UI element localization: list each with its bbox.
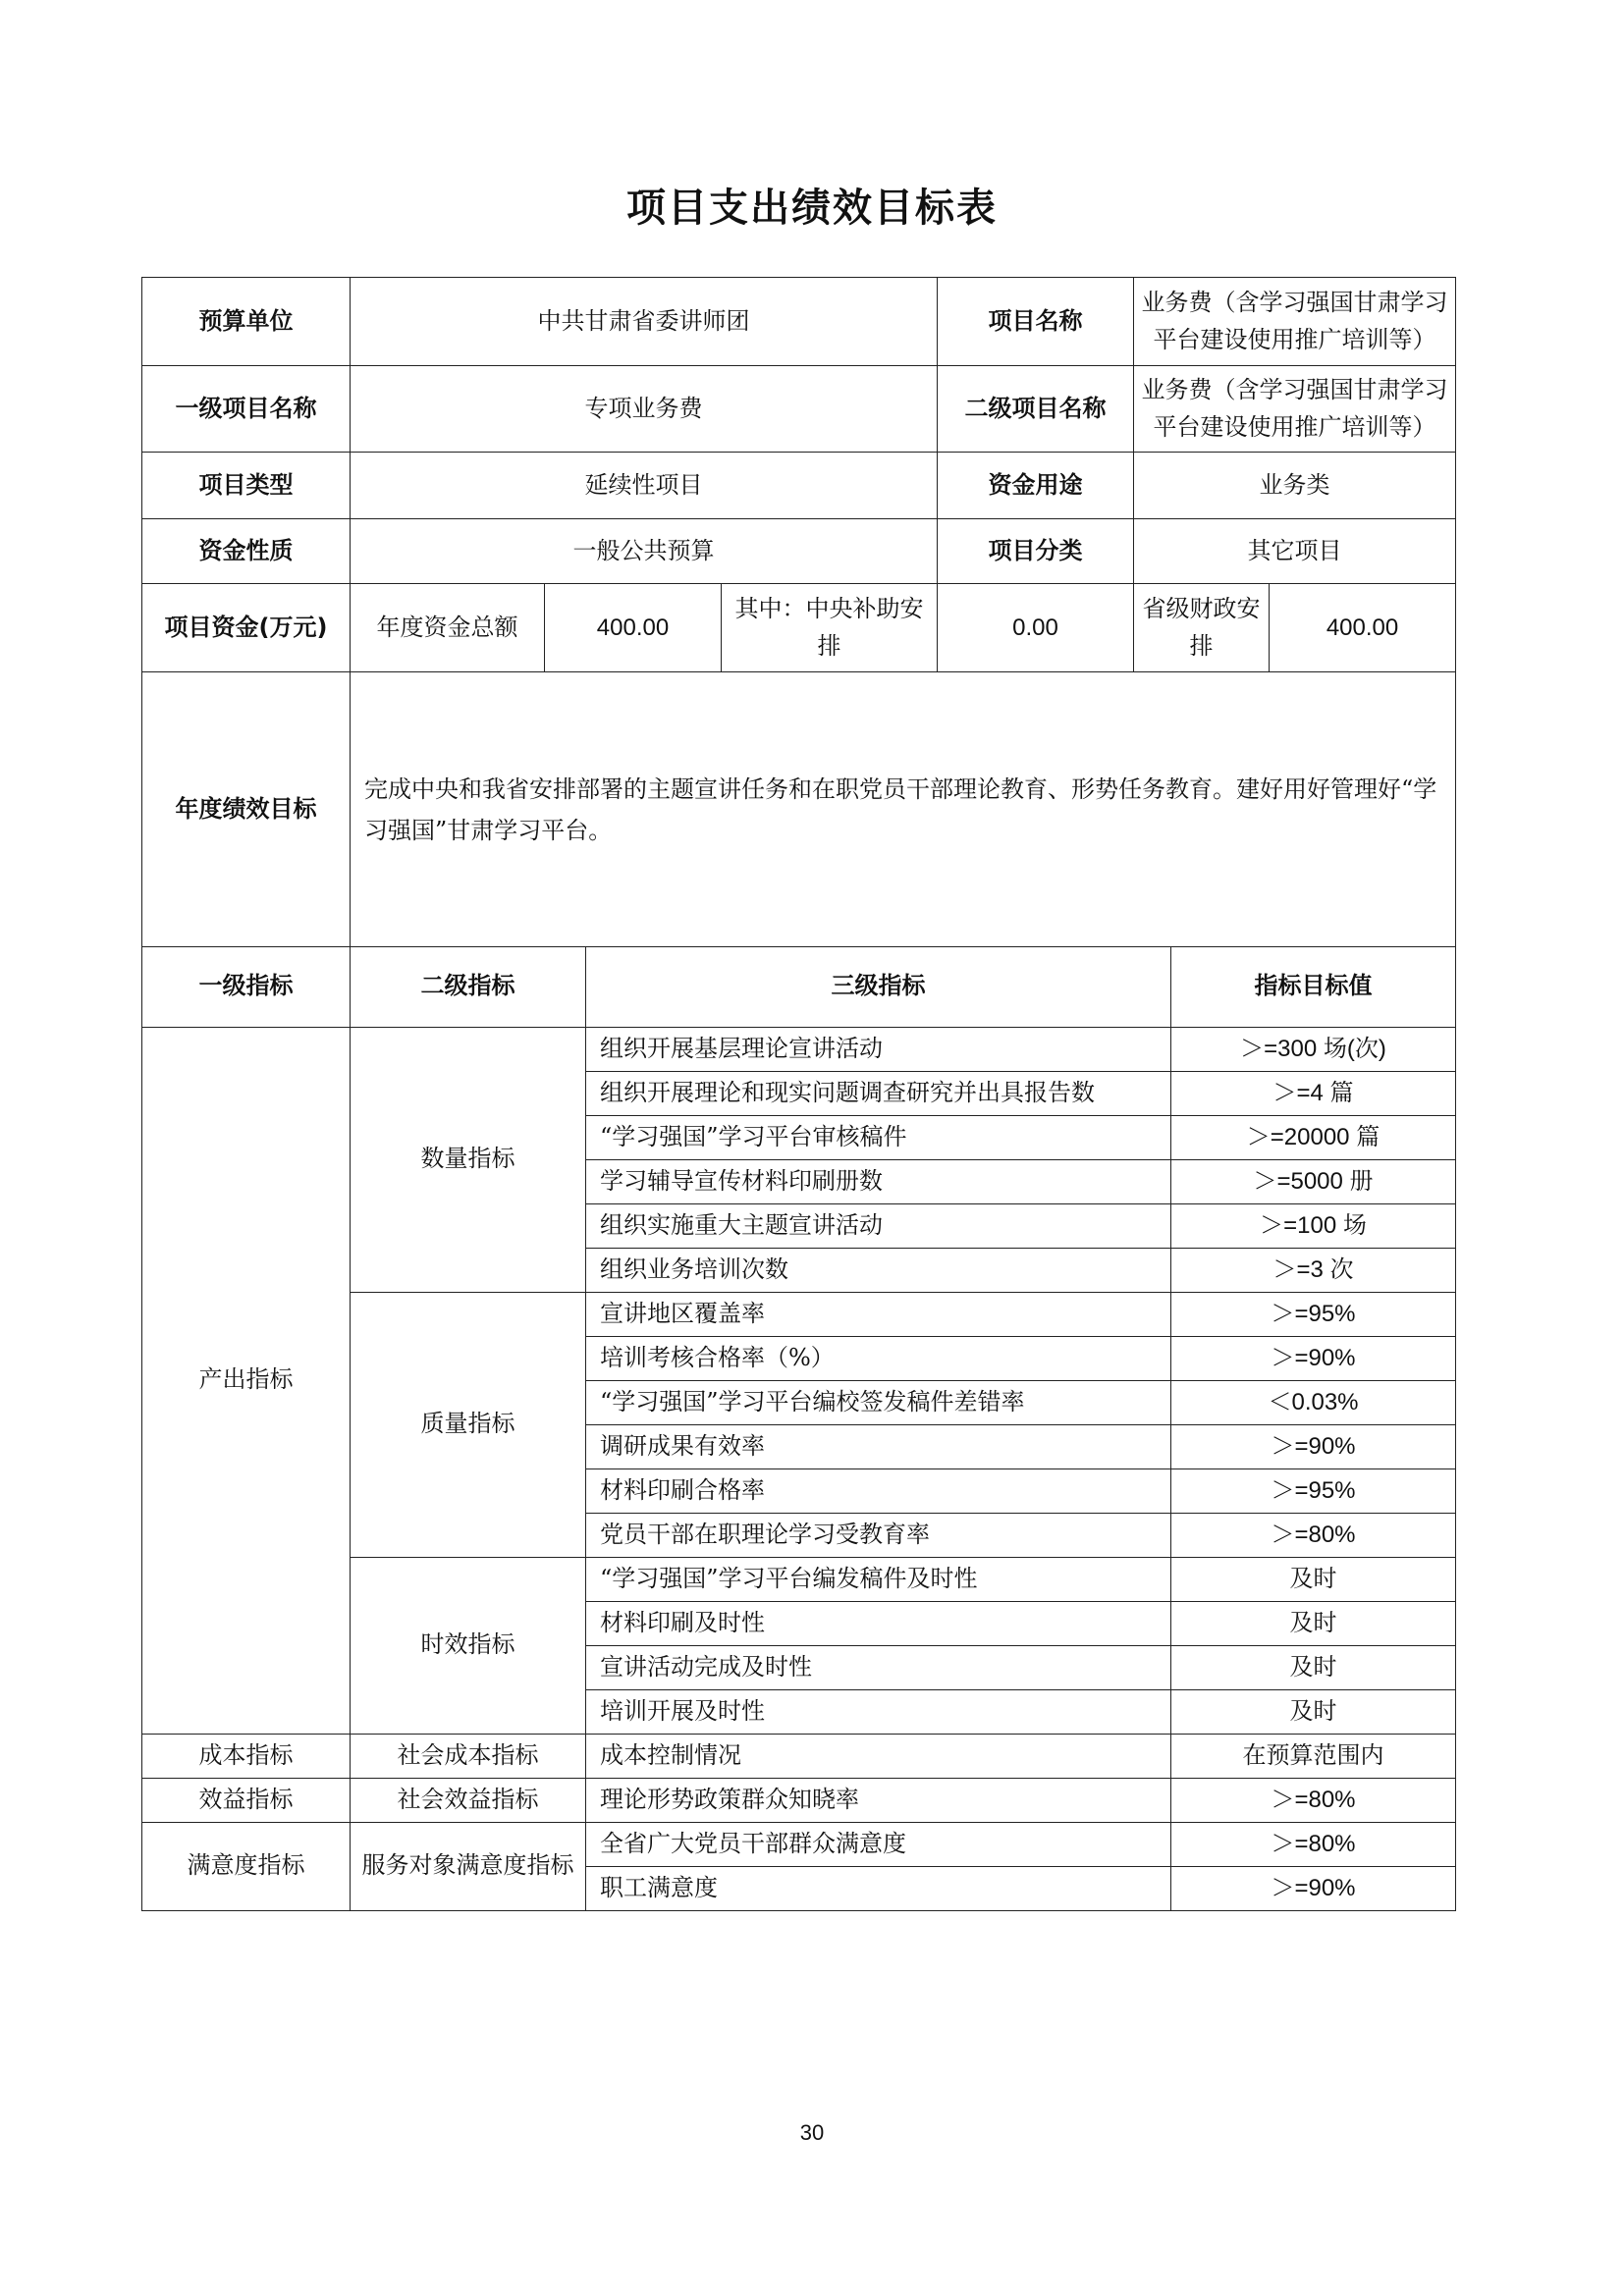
nature-label: 资金性质 — [142, 519, 351, 584]
row-type — [142, 453, 1456, 519]
provincial-label: 省级财政安排 — [1134, 584, 1270, 672]
indicator-value: 及时 — [1171, 1601, 1456, 1645]
type-value: 延续性项目 — [351, 453, 938, 519]
category-label: 项目分类 — [938, 519, 1134, 584]
indicator-name: 党员干部在职理论学习受教育率 — [586, 1513, 1171, 1557]
indicator-name: 培训考核合格率（%） — [586, 1336, 1171, 1380]
indicator-value: 在预算范围内 — [1171, 1734, 1456, 1778]
indicator-value: ＞=80% — [1171, 1822, 1456, 1866]
indicator-value: ＞=4 篇 — [1171, 1071, 1456, 1115]
indicator-value: ＞=95% — [1171, 1468, 1456, 1513]
header-level2: 二级指标 — [351, 946, 586, 1027]
project-name-value: 业务费（含学习强国甘肃学习平台建设使用推广培训等） — [1134, 278, 1456, 366]
page-number: 30 — [799, 2120, 825, 2145]
indicator-name: 宣讲活动完成及时性 — [586, 1645, 1171, 1689]
indicator-value: ＞=300 场(次) — [1171, 1027, 1456, 1071]
budget-unit-label: 预算单位 — [142, 278, 351, 366]
cost-sub-label: 社会成本指标 — [351, 1734, 586, 1778]
level2-name-value: 业务费（含学习强国甘肃学习平台建设使用推广培训等） — [1134, 366, 1456, 453]
category-value: 其它项目 — [1134, 519, 1456, 584]
table-row — [142, 1778, 1456, 1822]
indicator-value: 及时 — [1171, 1557, 1456, 1601]
satisfaction-indicator-label: 满意度指标 — [142, 1822, 351, 1910]
quality-indicator-label: 质量指标 — [351, 1292, 586, 1557]
row-nature — [142, 519, 1456, 584]
indicator-name: 材料印刷合格率 — [586, 1468, 1171, 1513]
level2-name-label: 二级项目名称 — [938, 366, 1134, 453]
central-value: 0.00 — [938, 584, 1134, 672]
indicator-table — [141, 946, 1456, 1911]
table-row — [142, 1734, 1456, 1778]
indicator-value: ＞=80% — [1171, 1778, 1456, 1822]
quantity-indicator-label: 数量指标 — [351, 1027, 586, 1292]
goal-label: 年度绩效目标 — [142, 672, 351, 947]
indicator-name: 宣讲地区覆盖率 — [586, 1292, 1171, 1336]
indicator-name: 学习辅导宣传材料印刷册数 — [586, 1159, 1171, 1203]
usage-value: 业务类 — [1134, 453, 1456, 519]
indicator-value: ＞=100 场 — [1171, 1203, 1456, 1248]
indicator-name: 全省广大党员干部群众满意度 — [586, 1822, 1171, 1866]
annual-total-label: 年度资金总额 — [351, 584, 545, 672]
indicator-value: ＞=95% — [1171, 1292, 1456, 1336]
project-name-label: 项目名称 — [938, 278, 1134, 366]
budget-unit-value: 中共甘肃省委讲师团 — [351, 278, 938, 366]
row-level1-name — [142, 366, 1456, 453]
table-row — [142, 1822, 1456, 1866]
indicator-name: 组织业务培训次数 — [586, 1248, 1171, 1292]
indicator-name: “学习强国”学习平台审核稿件 — [586, 1115, 1171, 1159]
indicator-value: 及时 — [1171, 1645, 1456, 1689]
header-target: 指标目标值 — [1171, 946, 1456, 1027]
indicator-name: 培训开展及时性 — [586, 1689, 1171, 1734]
level1-name-value: 专项业务费 — [351, 366, 938, 453]
indicator-name: 调研成果有效率 — [586, 1424, 1171, 1468]
indicator-header-row — [142, 946, 1456, 1027]
indicator-name: 组织开展理论和现实问题调查研究并出具报告数 — [586, 1071, 1171, 1115]
header-level3: 三级指标 — [586, 946, 1171, 1027]
type-label: 项目类型 — [142, 453, 351, 519]
indicator-name: 材料印刷及时性 — [586, 1601, 1171, 1645]
project-info-table — [141, 277, 1456, 947]
indicator-name: 组织实施重大主题宣讲活动 — [586, 1203, 1171, 1248]
annual-total-value: 400.00 — [545, 584, 722, 672]
indicator-value: ＞=80% — [1171, 1513, 1456, 1557]
indicator-name: 成本控制情况 — [586, 1734, 1171, 1778]
indicator-name: 组织开展基层理论宣讲活动 — [586, 1027, 1171, 1071]
page-title: 项目支出绩效目标表 — [626, 186, 998, 231]
indicator-value: ＞=90% — [1171, 1424, 1456, 1468]
row-budget-unit — [142, 278, 1456, 366]
indicator-value: ＞=20000 篇 — [1171, 1115, 1456, 1159]
nature-value: 一般公共预算 — [351, 519, 938, 584]
header-level1: 一级指标 — [142, 946, 351, 1027]
row-funds — [142, 584, 1456, 672]
usage-label: 资金用途 — [938, 453, 1134, 519]
indicator-name: “学习强国”学习平台编校签发稿件差错率 — [586, 1380, 1171, 1424]
indicator-name: 职工满意度 — [586, 1866, 1171, 1910]
indicator-name: “学习强国”学习平台编发稿件及时性 — [586, 1557, 1171, 1601]
output-indicator-label: 产出指标 — [142, 1027, 351, 1734]
indicator-value: ＞=3 次 — [1171, 1248, 1456, 1292]
row-goal — [142, 672, 1456, 947]
indicator-value: 及时 — [1171, 1689, 1456, 1734]
benefit-indicator-label: 效益指标 — [142, 1778, 351, 1822]
timeliness-indicator-label: 时效指标 — [351, 1557, 586, 1734]
indicator-value: ＞=5000 册 — [1171, 1159, 1456, 1203]
indicator-value: ＞=90% — [1171, 1866, 1456, 1910]
indicator-value: ＜0.03% — [1171, 1380, 1456, 1424]
goal-value: 完成中央和我省安排部署的主题宣讲任务和在职党员干部理论教育、形势任务教育。建好用好管理好“学习强国”甘肃学习平台。 — [351, 672, 1456, 947]
indicator-value: ＞=90% — [1171, 1336, 1456, 1380]
benefit-sub-label: 社会效益指标 — [351, 1778, 586, 1822]
level1-name-label: 一级项目名称 — [142, 366, 351, 453]
central-label: 其中：中央补助安排 — [722, 584, 938, 672]
satisfaction-sub-label: 服务对象满意度指标 — [351, 1822, 586, 1910]
table-row — [142, 1027, 1456, 1071]
provincial-value: 400.00 — [1270, 584, 1456, 672]
funds-label: 项目资金(万元) — [142, 584, 351, 672]
indicator-name: 理论形势政策群众知晓率 — [586, 1778, 1171, 1822]
cost-indicator-label: 成本指标 — [142, 1734, 351, 1778]
